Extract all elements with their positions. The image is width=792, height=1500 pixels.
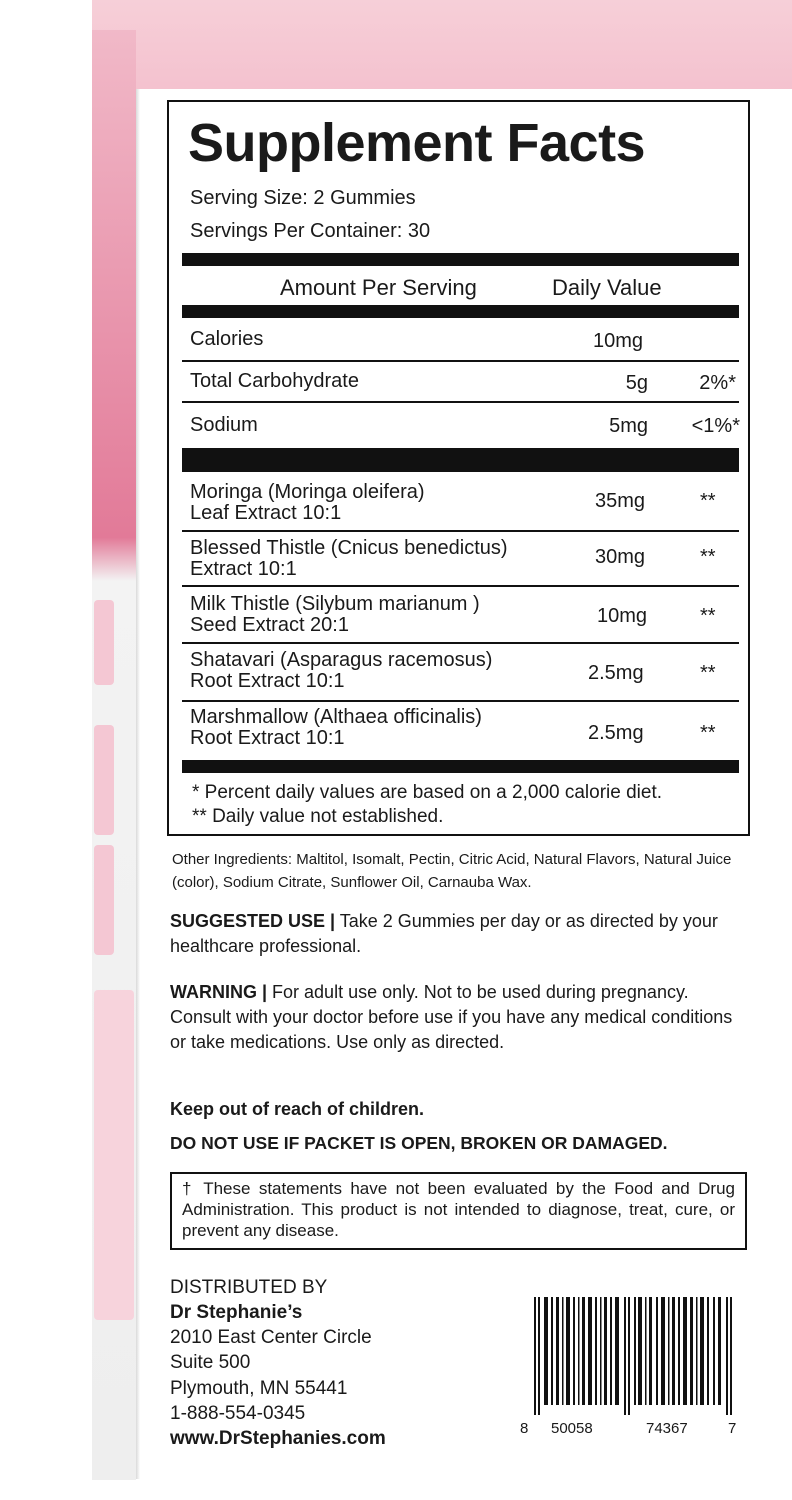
distributor-address-1: 2010 East Center Circle [170, 1327, 372, 1348]
row-divider [182, 401, 739, 403]
barcode-bars [534, 1297, 732, 1415]
row-amount: 10mg [593, 330, 644, 352]
row-name: Total Carbohydrate [190, 370, 359, 392]
row-name: Sodium [190, 414, 258, 436]
ingredient-name: Shatavari (Asparagus racemosus) Root Extract 10:1 [190, 649, 493, 692]
package-side-panel [92, 30, 136, 1480]
row-name: Calories [190, 328, 264, 350]
serving-size: Serving Size: 2 Gummies [190, 187, 416, 209]
ingredient-amount: 35mg [595, 490, 646, 512]
barcode-digits-right: 74367 [646, 1420, 688, 1437]
distributor-address-2: Suite 500 [170, 1352, 251, 1373]
distributor-city: Plymouth, MN 55441 [170, 1378, 348, 1399]
ingredient-amount: 2.5mg [588, 662, 644, 684]
ingredient-name: Milk Thistle (Silybum marianum ) Seed Extract 20:1 [190, 593, 480, 636]
row-amount: 5mg [609, 415, 648, 437]
thick-bar [182, 448, 739, 472]
ingredient-name: Blessed Thistle (Cnicus benedictus) Extract 10:1 [190, 537, 508, 580]
thick-bar [182, 253, 739, 266]
footnote-not-established: ** Daily value not established. [192, 806, 444, 827]
ingredient-dv: ** [700, 546, 716, 568]
suggested-use: SUGGESTED USE | Take 2 Gummies per day or as directed by your healthcare professional. [170, 911, 718, 956]
ingredient-dv: ** [700, 722, 716, 744]
ingredient-dv: ** [700, 662, 716, 684]
row-dv: 2%* [699, 372, 736, 394]
row-divider [182, 585, 739, 587]
servings-per-container: Servings Per Container: 30 [190, 220, 431, 242]
row-divider [182, 642, 739, 644]
ingredient-amount: 10mg [597, 605, 648, 627]
panel-edge [136, 89, 140, 1479]
distributor-name: Dr Stephanie’s [170, 1302, 303, 1323]
distributed-by-label: DISTRIBUTED BY [170, 1277, 328, 1298]
row-divider [182, 700, 739, 702]
row-divider [182, 530, 739, 532]
ingredient-amount: 30mg [595, 546, 646, 568]
barcode-graphic [532, 1297, 734, 1415]
ingredient-dv: ** [700, 490, 716, 512]
fda-disclaimer: † These statements have not been evaluated by the Food and Drug Administration. This product is not intended to diagnose, treat, cure, or prevent any disease. [170, 1172, 747, 1250]
do-not-use-notice: DO NOT USE IF PACKET IS OPEN, BROKEN OR DAMAGED. [170, 1133, 668, 1153]
header-daily-value: Daily Value [552, 275, 662, 300]
row-divider [182, 360, 739, 362]
ingredient-amount: 2.5mg [588, 722, 644, 744]
barcode-digits-left: 50058 [551, 1420, 593, 1437]
keep-out-notice: Keep out of reach of children. [170, 1099, 425, 1119]
distributor-phone: 1-888-554-0345 [170, 1403, 306, 1424]
other-ingredients: Other Ingredients: Maltitol, Isomalt, Pectin, Citric Acid, Natural Flavors, Natural Juice (color), Sodium Citrate, Sunflower Oil, Carnauba Wax. [172, 851, 732, 891]
header-amount: Amount Per Serving [280, 275, 477, 300]
row-amount: 5g [625, 372, 648, 394]
thick-bar [182, 760, 739, 773]
footnote-percent: * Percent daily values are based on a 2,000 calorie diet. [192, 782, 663, 803]
facts-title: Supplement Facts [188, 113, 646, 173]
side-photo [94, 990, 134, 1320]
ingredient-name: Marshmallow (Althaea officinalis) Root Extract 10:1 [190, 706, 482, 749]
row-dv: <1%* [691, 415, 740, 437]
barcode-digit-last: 7 [728, 1420, 737, 1437]
side-badge-1 [94, 600, 114, 685]
ingredient-name: Moringa (Moringa oleifera) Leaf Extract 10:1 [190, 481, 425, 524]
distributor-website: www.DrStephanies.com [170, 1428, 386, 1449]
warning: WARNING | For adult use only. Not to be used during pregnancy. Consult with your doctor before use if you have any medical conditions or take medications. Use only as directed. [170, 982, 733, 1052]
barcode-digit-first: 8 [520, 1420, 529, 1437]
side-badge-3 [94, 845, 114, 955]
ingredient-dv: ** [700, 605, 716, 627]
side-badge-2 [94, 725, 114, 835]
thick-bar [182, 305, 739, 318]
